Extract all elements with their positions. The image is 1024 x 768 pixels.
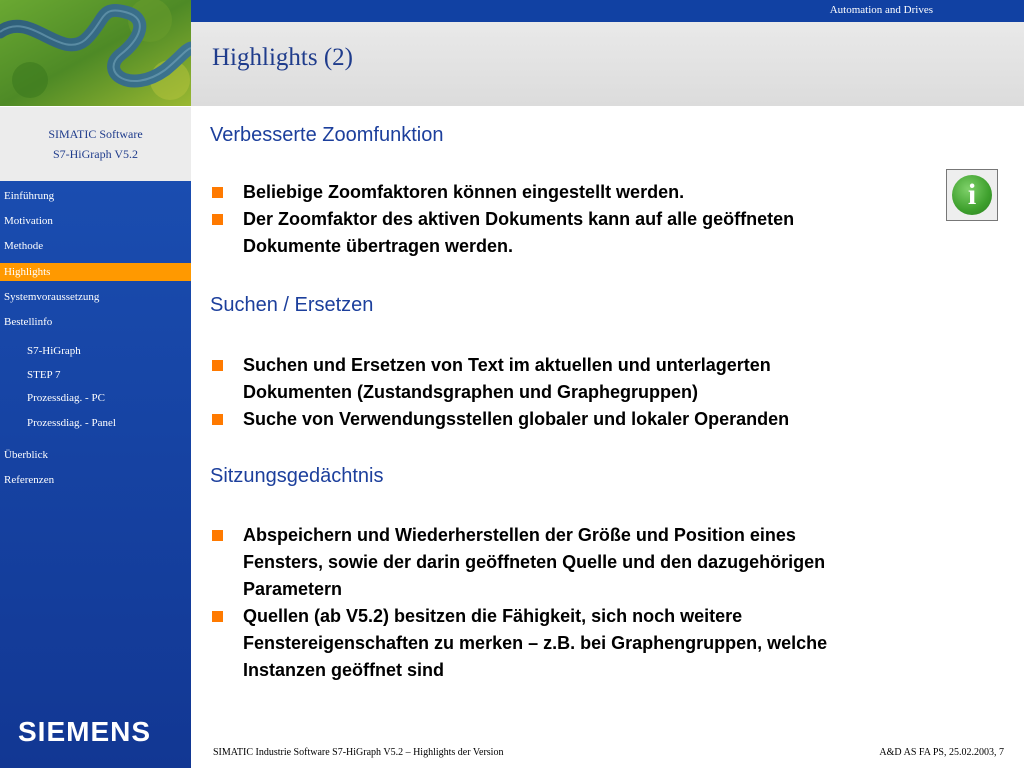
bullet-item: [210, 179, 970, 206]
nav-item-methode[interactable]: Methode: [4, 240, 44, 252]
bullet-item: [210, 406, 970, 433]
bullet-text: Fensters, sowie der darin geöffneten Quelle und den dazugehörigen: [243, 552, 826, 572]
sidebar: [0, 181, 191, 768]
bullet-text: Suche von Verwendungsstellen globaler und lokaler Operanden: [243, 409, 790, 429]
nav-subitem-step7[interactable]: STEP 7: [27, 369, 61, 381]
bullet-item: [210, 603, 970, 684]
bullet-text: Abspeichern und Wiederherstellen der Größe und Position eines: [243, 525, 796, 545]
footer-meta: A&D AS FA PS, 25.02.2003, 7: [879, 747, 1004, 758]
bullet-text: Suchen und Ersetzen von Text im aktuellen und unterlagerten: [243, 355, 771, 375]
bullet-text: Dokumente übertragen werden.: [243, 236, 514, 256]
nav-subitem-prozessdiag-pc[interactable]: Prozessdiag. - PC: [27, 392, 105, 404]
bullet-text: Fenstereigenschaften zu merken – z.B. bei Graphengruppen, welche: [243, 633, 828, 653]
product-box: [0, 106, 191, 182]
section-heading-zoom: Verbesserte Zoomfunktion: [210, 124, 444, 146]
nav-item-referenzen[interactable]: Referenzen: [4, 474, 55, 486]
bullet-text: Instanzen geöffnet sind: [243, 660, 445, 680]
bullet-text: Parametern: [243, 579, 343, 599]
section-heading-session-memory: Sitzungsgedächtnis: [210, 465, 384, 487]
footer-title: SIMATIC Industrie Software S7-HiGraph V5.2 – Highlights der Version: [213, 747, 504, 758]
product-name: SIMATIC Software: [48, 126, 143, 141]
info-icon: i: [952, 175, 992, 215]
top-bar: [191, 0, 1024, 22]
info-button[interactable]: [946, 169, 998, 221]
nav-item-einfuehrung[interactable]: Einführung: [4, 190, 55, 202]
nav-item-motivation[interactable]: Motivation: [4, 215, 53, 227]
title-bar: [191, 22, 1024, 106]
bullet-item: [210, 206, 970, 260]
header-photo: [0, 0, 191, 106]
bullet-list-session-memory: [210, 522, 1000, 684]
slide-title: Highlights (2): [212, 44, 353, 71]
bullet-item: [210, 522, 970, 603]
bullet-text: Beliebige Zoomfaktoren können eingestellt werden.: [243, 182, 685, 202]
bullet-list-zoom: [210, 179, 1000, 260]
bullet-text: Quellen (ab V5.2) besitzen die Fähigkeit, sich noch weitere: [243, 606, 743, 626]
nav-item-systemvoraussetzung[interactable]: Systemvoraussetzung: [4, 291, 100, 303]
nav-item-highlights[interactable]: Highlights: [0, 263, 191, 281]
nav-subitem-prozessdiag-panel[interactable]: Prozessdiag. - Panel: [27, 417, 116, 429]
bullet-item: [210, 352, 970, 406]
section-heading-search-replace: Suchen / Ersetzen: [210, 294, 374, 316]
river-landscape-image: [0, 0, 191, 106]
nav-subitem-s7-higraph[interactable]: S7-HiGraph: [27, 345, 81, 357]
bullet-text: Der Zoomfaktor des aktiven Dokuments kann auf alle geöffneten: [243, 209, 795, 229]
division-label: Automation and Drives: [829, 4, 933, 16]
bullet-list-search-replace: [210, 352, 1000, 433]
nav-item-bestellinfo[interactable]: Bestellinfo: [4, 316, 53, 328]
product-version: S7-HiGraph V5.2: [52, 146, 139, 161]
bullet-text: Dokumenten (Zustandsgraphen und Graphegruppen): [243, 382, 699, 402]
nav-item-ueberblick[interactable]: Überblick: [4, 449, 48, 461]
siemens-logo: SIEMENS: [18, 716, 152, 747]
